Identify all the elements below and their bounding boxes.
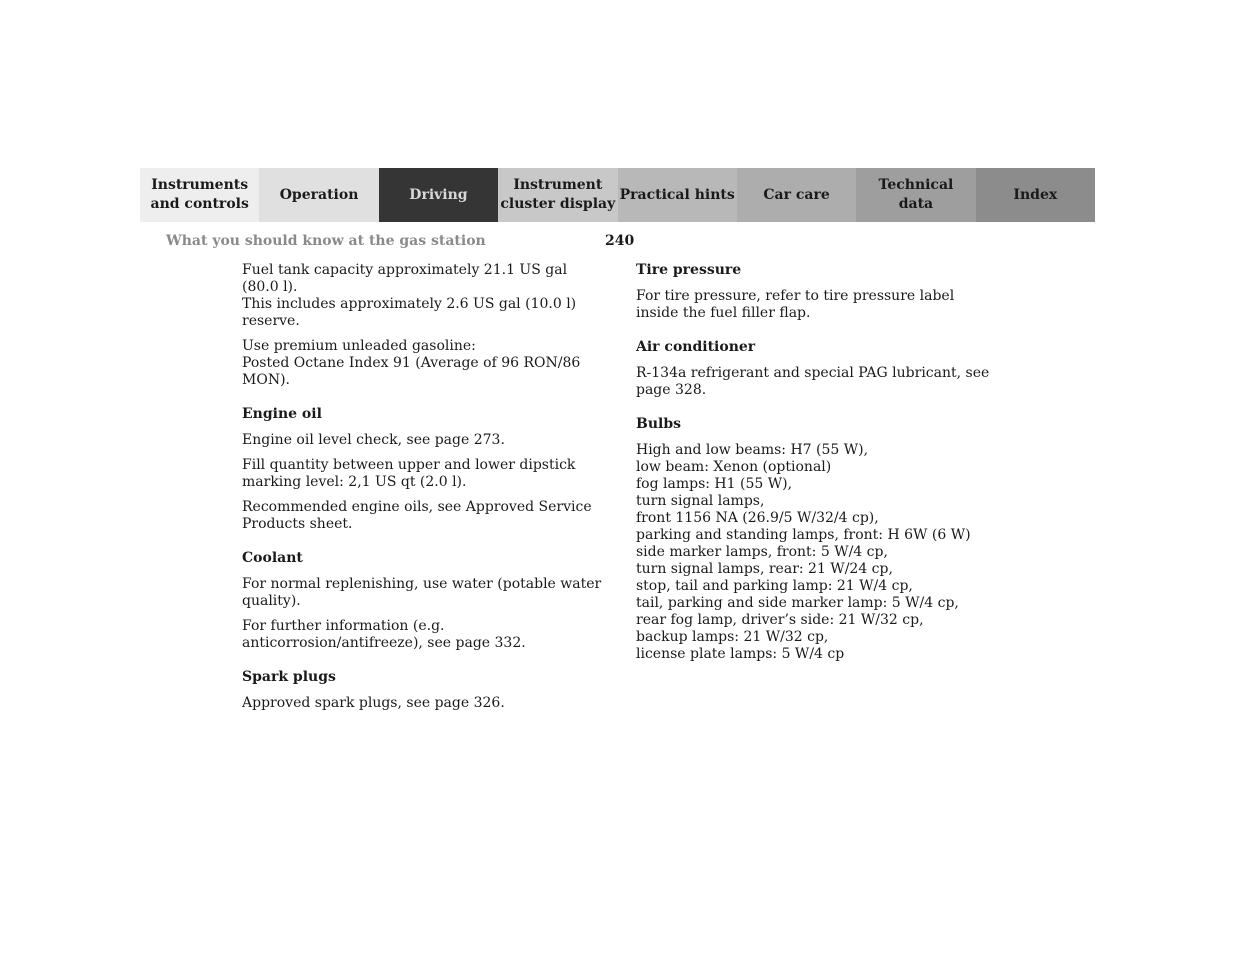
page-number: 240: [605, 233, 635, 249]
tire-pressure-text: For tire pressure, refer to tire pressure label inside the fuel filler flap.: [636, 288, 955, 321]
tab-driving[interactable]: Driving: [379, 168, 498, 222]
engine-oil-heading: Engine oil: [242, 406, 322, 422]
fuel-type-text: Use premium unleaded gasoline: Posted Octane Index 91 (Average of 96 RON/86 MON).: [242, 338, 581, 388]
engine-oil-recommended-text: Recommended engine oils, see Approved Service Products sheet.: [242, 499, 592, 532]
tab-practical-hints[interactable]: Practical hints: [618, 168, 737, 222]
engine-oil-quantity-text: Fill quantity between upper and lower dipstick marking level: 2,1 US qt (2.0 l).: [242, 457, 576, 490]
coolant-replenish-text: For normal replenishing, use water (potable water quality).: [242, 576, 602, 609]
tab-instruments-and-controls[interactable]: Instruments and controls: [140, 168, 259, 222]
tab-technical-data[interactable]: Technical data: [856, 168, 975, 222]
spark-plugs-heading: Spark plugs: [242, 669, 336, 685]
tab-car-care[interactable]: Car care: [737, 168, 856, 222]
coolant-info-text: For further information (e.g. anticorrosion/antifreeze), see page 332.: [242, 618, 526, 651]
bulbs-list-text: High and low beams: H7 (55 W), low beam: Xenon (optional) fog lamps: H1 (55 W), turn signal lamps, front 1156 NA (26.9/5 W/32/4 cp), parking and standing lamps, front: H 6W (6 W) side marker lamps, front: 5 W/4 cp, turn signal lamps, rear: 21 W/24 cp, stop, tail and parking lamp: 21 W/4 cp, tail, parking and side marker lamp: 5 W/4 cp, rear fog lamp, driver’s side: 21 W/32 cp, backup lamps: 21 W/32 cp, license plate lamps: 5 W/4 cp: [636, 442, 971, 662]
tab-index[interactable]: Index: [976, 168, 1095, 222]
left-column: [242, 262, 607, 720]
tab-operation[interactable]: Operation: [259, 168, 378, 222]
section-title: What you should know at the gas station: [166, 233, 486, 249]
spark-plugs-text: Approved spark plugs, see page 326.: [242, 695, 505, 711]
engine-oil-check-text: Engine oil level check, see page 273.: [242, 432, 505, 448]
coolant-heading: Coolant: [242, 550, 303, 566]
right-column: [636, 262, 996, 671]
tire-pressure-heading: Tire pressure: [636, 262, 742, 278]
chapter-tab-bar: [140, 168, 1095, 222]
tab-instrument-cluster-display[interactable]: Instrument cluster display: [498, 168, 617, 222]
air-conditioner-text: R-134a refrigerant and special PAG lubricant, see page 328.: [636, 365, 990, 398]
bulbs-heading: Bulbs: [636, 416, 682, 432]
air-conditioner-heading: Air conditioner: [636, 339, 756, 355]
fuel-capacity-text: Fuel tank capacity approximately 21.1 US gal (80.0 l). This includes approximately 2.6 US gal (10.0 l) reserve.: [242, 262, 577, 329]
